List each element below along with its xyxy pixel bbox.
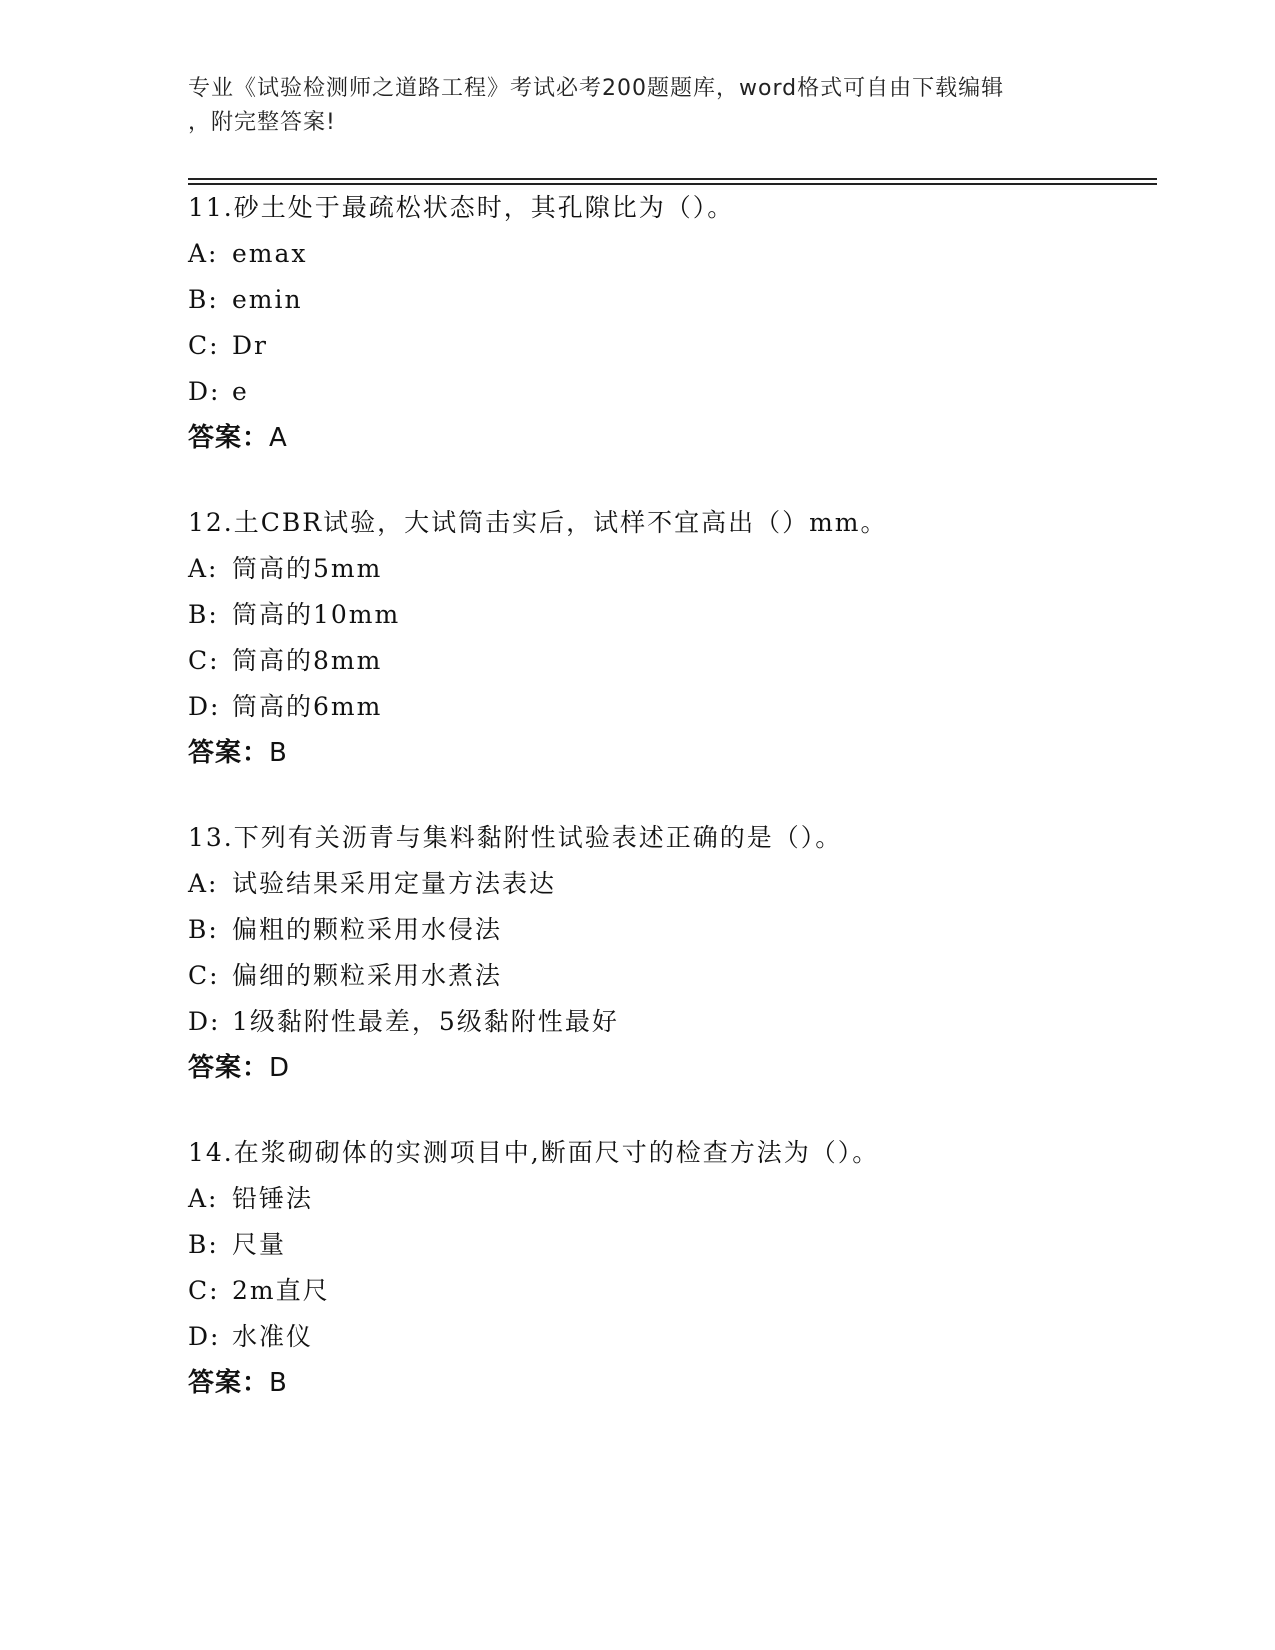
option-c <box>188 961 1148 991</box>
question-block <box>188 1138 1148 1398</box>
option-text: 偏细的颗粒采用水煮法 <box>232 961 503 990</box>
option-key: D: <box>188 1007 221 1036</box>
question-block <box>188 823 1148 1083</box>
option-key: D: <box>188 377 221 406</box>
option-text: 2m直尺 <box>232 1276 330 1305</box>
option-key: B: <box>188 600 219 629</box>
option-key: B: <box>188 285 219 314</box>
answer-line <box>188 1053 1148 1083</box>
option-text: 铅锤法 <box>232 1184 314 1213</box>
answer-label: 答案： <box>188 423 270 453</box>
header-line-1: 专业《试验检测师之道路工程》考试必考200题题库，word格式可自由下载编辑 <box>188 76 1005 101</box>
option-text: e <box>232 377 249 406</box>
answer-value: B <box>269 1368 288 1398</box>
header-line-2: ，附完整答案! <box>188 110 336 135</box>
option-text: 试验结果采用定量方法表达 <box>232 869 557 898</box>
option-b <box>188 1230 1148 1260</box>
question-title: 11.砂土处于最疏松状态时，其孔隙比为（）。 <box>188 193 735 222</box>
question-title: 12.土CBR试验，大试筒击实后，试样不宜高出（）mm。 <box>188 508 888 537</box>
option-key: A: <box>188 1184 219 1213</box>
option-d <box>188 692 1148 722</box>
option-text: Dr <box>232 331 268 360</box>
document-header <box>188 72 1088 140</box>
option-c <box>188 1276 1148 1306</box>
option-key: D: <box>188 1322 221 1351</box>
answer-line <box>188 738 1148 768</box>
answer-label: 答案： <box>188 738 270 768</box>
option-a <box>188 554 1148 584</box>
option-key: A: <box>188 239 219 268</box>
option-text: emax <box>232 239 308 268</box>
option-text: emin <box>232 285 303 314</box>
answer-value: B <box>269 738 288 768</box>
answer-line <box>188 1368 1148 1398</box>
option-c <box>188 646 1148 676</box>
option-a <box>188 239 1148 269</box>
option-key: C: <box>188 961 220 990</box>
option-text: 筒高的6mm <box>232 692 383 721</box>
header-divider-bottom <box>188 183 1157 185</box>
option-key: B: <box>188 1230 219 1259</box>
question-block <box>188 508 1148 768</box>
option-key: B: <box>188 915 219 944</box>
option-text: 筒高的8mm <box>232 646 383 675</box>
option-text: 筒高的10mm <box>232 600 401 629</box>
option-text: 尺量 <box>232 1230 287 1259</box>
option-key: D: <box>188 692 221 721</box>
option-key: C: <box>188 646 220 675</box>
option-text: 偏粗的颗粒采用水侵法 <box>232 915 503 944</box>
option-key: C: <box>188 1276 220 1305</box>
option-b <box>188 915 1148 945</box>
option-c <box>188 331 1148 361</box>
option-key: A: <box>188 869 219 898</box>
option-d <box>188 1322 1148 1352</box>
question-title: 14.在浆砌砌体的实测项目中,断面尺寸的检查方法为（）。 <box>188 1138 880 1167</box>
option-text: 筒高的5mm <box>232 554 383 583</box>
option-b <box>188 285 1148 315</box>
answer-label: 答案： <box>188 1368 270 1398</box>
answer-value: A <box>269 423 288 453</box>
option-d <box>188 377 1148 407</box>
option-key: C: <box>188 331 220 360</box>
option-d <box>188 1007 1148 1037</box>
answer-line <box>188 423 1148 453</box>
option-b <box>188 600 1148 630</box>
option-text: 水准仪 <box>232 1322 314 1351</box>
question-title: 13.下列有关沥青与集料黏附性试验表述正确的是（）。 <box>188 823 843 852</box>
answer-value: D <box>269 1053 291 1083</box>
answer-label: 答案： <box>188 1053 270 1083</box>
option-a <box>188 1184 1148 1214</box>
option-text: 1级黏附性最差，5级黏附性最好 <box>232 1007 619 1036</box>
question-block <box>188 193 1148 453</box>
option-key: A: <box>188 554 219 583</box>
option-a <box>188 869 1148 899</box>
header-divider-top <box>188 178 1157 180</box>
